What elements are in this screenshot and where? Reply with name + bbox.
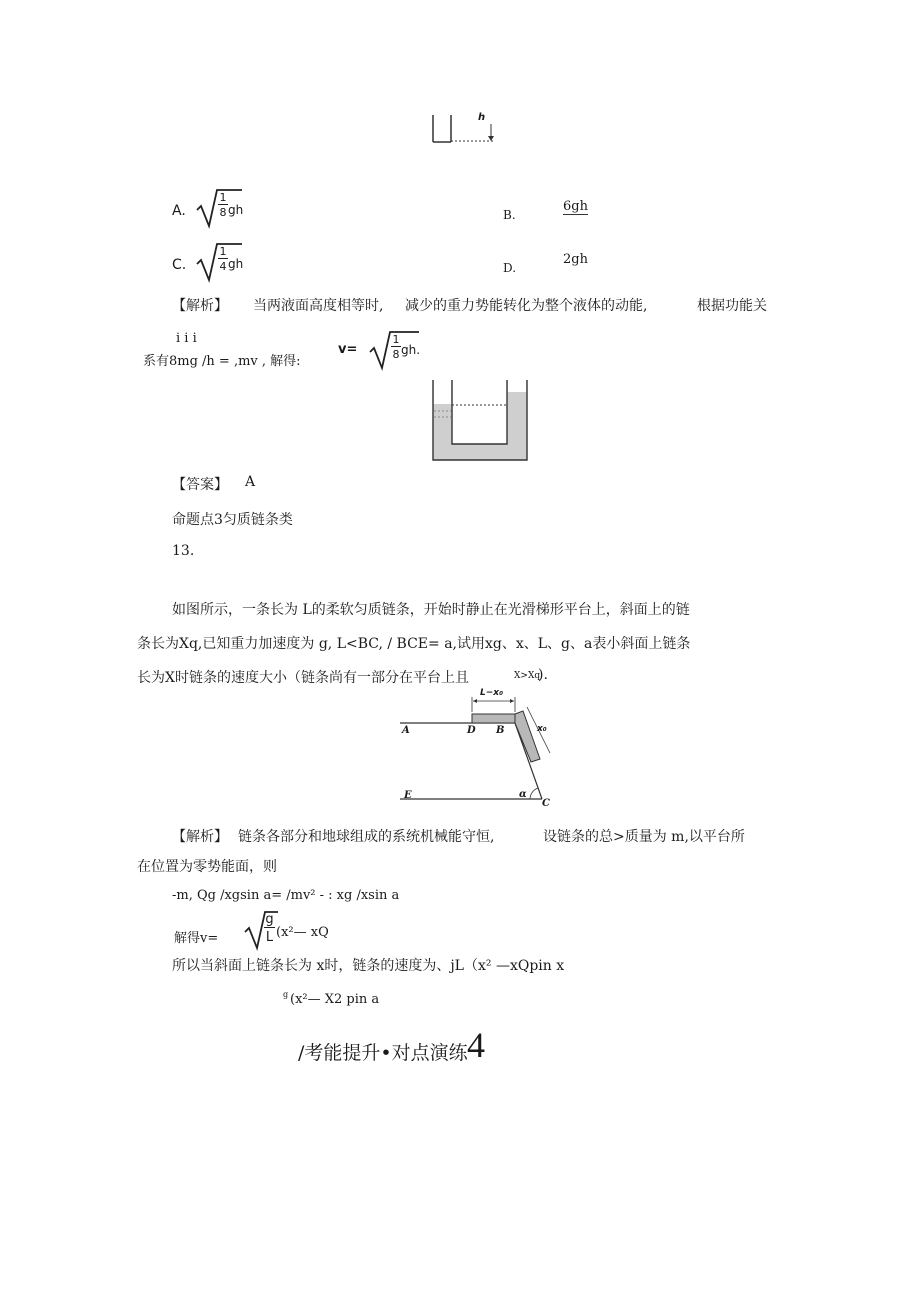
- section-title: 命题点3匀质链条类: [172, 512, 293, 528]
- fraction-bar: [218, 258, 228, 259]
- option-a-label: A.: [172, 203, 186, 219]
- answer-tag: 【答案】: [172, 477, 228, 493]
- analysis2-line1b: 设链条的总>质量为 m,以平台所: [543, 829, 745, 845]
- fraction-bar: [391, 346, 401, 347]
- question-line2: 条长为Xq,已知重力加速度为 g, L<BC, / BCE= a,试用xg、x、L、g、a表小斜面上链条: [137, 636, 691, 652]
- v-frac-num: 1: [392, 333, 400, 346]
- label-D: D: [467, 725, 476, 736]
- label-A: A: [402, 725, 410, 736]
- analysis1-line1c: 根据功能关: [697, 298, 767, 314]
- analysis2-tag: 【解析】: [172, 829, 228, 845]
- label-alpha: α: [519, 789, 527, 800]
- option-d-value: 2gh: [563, 252, 588, 267]
- question-line3-small: X>Xq: [514, 671, 541, 681]
- g-superscript: g: [283, 990, 289, 999]
- h-label: h: [478, 112, 486, 123]
- label-B: B: [496, 725, 505, 736]
- question-number: 13.: [172, 543, 195, 559]
- option-a-frac-den: 8: [219, 206, 227, 219]
- option-c-frac-den: 4: [219, 260, 227, 273]
- label-l-minus-x0: L−x₀: [480, 688, 504, 698]
- option-a-frac-rest: gh: [228, 203, 244, 217]
- v-frac-rest: gh.: [401, 343, 421, 357]
- fraction-bar: [218, 204, 228, 205]
- question-line3-end: ).: [538, 667, 548, 683]
- v-equals: v=: [338, 342, 358, 357]
- solve-prefix: 解得v=: [174, 931, 219, 946]
- question-line3: 长为X时链条的速度大小（链条尚有一部分在平台上且: [137, 670, 469, 686]
- question-line1: 如图所示，一条长为 L的柔软匀质链条，开始时静止在光滑梯形平台上，斜面上的链: [172, 602, 690, 618]
- fraction-bar: [264, 927, 275, 928]
- solve-num: g: [265, 912, 274, 927]
- option-c-label: C.: [172, 257, 187, 273]
- label-x0: x₀: [537, 724, 547, 734]
- v-frac-den: 8: [392, 348, 400, 361]
- analysis-tag: 【解析】: [172, 298, 228, 314]
- analysis2-line2: 在位置为零势能面，则: [137, 859, 277, 875]
- section-footer-num: 4: [467, 1025, 485, 1065]
- option-c-frac-rest: gh: [228, 257, 244, 271]
- analysis2-final: 所以当斜面上链条长为 x时，链条的速度为、jL（x² —xQpin x: [172, 958, 565, 974]
- tube-figure-top: [425, 110, 505, 150]
- label-E: E: [404, 790, 412, 801]
- option-b-value: 6gh: [563, 199, 588, 214]
- analysis2-line1a: 链条各部分和地球组成的系统机械能守恒,: [238, 829, 495, 845]
- analysis1-line1b: 减少的重力势能转化为整个液体的动能,: [405, 298, 648, 314]
- option-a-frac-num: 1: [219, 191, 227, 204]
- label-C: C: [542, 798, 550, 809]
- section-footer-text: /考能提升•对点演练: [298, 1042, 468, 1064]
- analysis1-line1a: 当两液面高度相等时,: [253, 298, 384, 314]
- solve-rest: (x²— xQ: [276, 925, 329, 940]
- option-c-frac-num: 1: [219, 245, 227, 258]
- solve-den: L: [265, 930, 274, 945]
- answer-value: A: [245, 474, 256, 490]
- option-d-label: D.: [503, 261, 517, 275]
- incline-figure: [396, 685, 566, 810]
- option-b-label: B.: [503, 208, 516, 222]
- u-tube-figure: [430, 378, 530, 462]
- analysis2-g-line: (x²— X2 pin a: [290, 992, 380, 1007]
- analysis1-line2: 系有8mg /h = ,mv , 解得:: [143, 354, 301, 369]
- analysis1-iii: i i i: [176, 331, 197, 346]
- analysis2-eq1: -m, Qg /xgsin a= /mv² - : xg /xsin a: [172, 888, 400, 903]
